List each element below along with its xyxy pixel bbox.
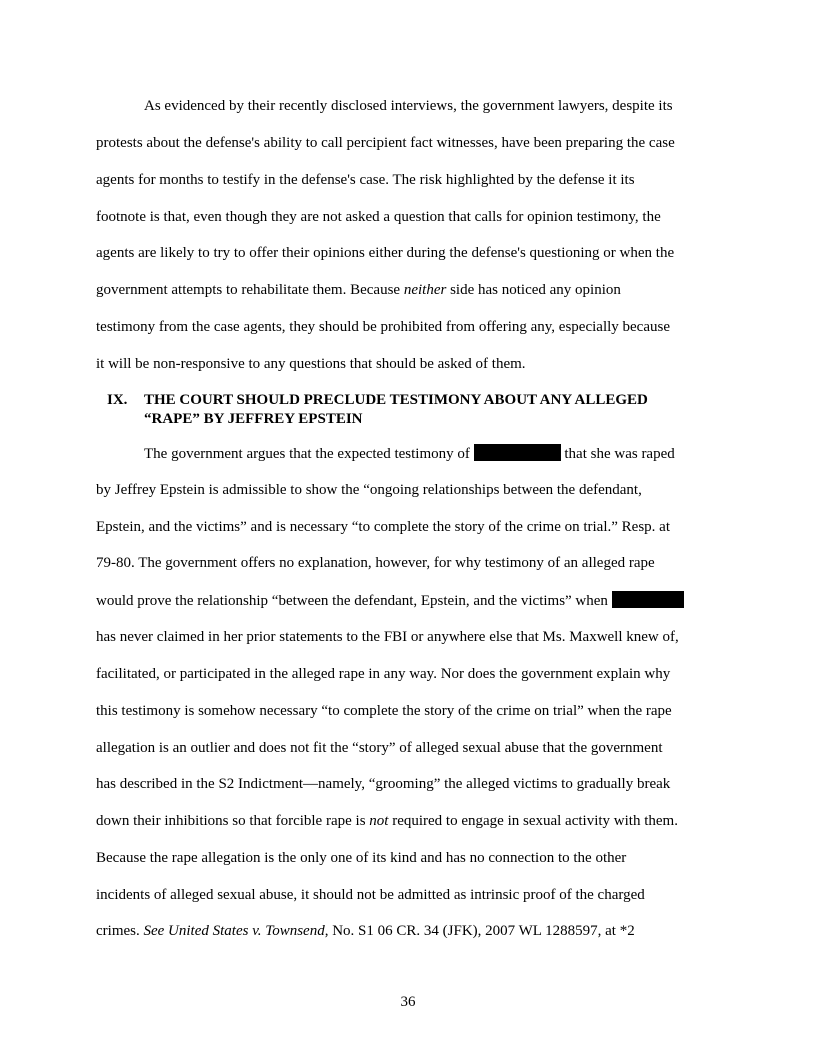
- paragraph-2-line-1: [144, 444, 675, 463]
- paragraph-2-line-10: has described in the S2 Indictment—namely, “grooming” the alleged victims to gradually break: [96, 776, 671, 792]
- paragraph-1-line-1: As evidenced by their recently disclosed interviews, the government lawyers, despite its: [144, 98, 673, 114]
- paragraph-1-line-5: agents are likely to try to offer their opinions either during the defense's questioning or when the: [96, 245, 675, 261]
- paragraph-2-line-14-text-b: , No. S1 06 CR. 34 (JFK), 2007 WL 1288597, at *2: [324, 923, 635, 939]
- paragraph-2-line-14-text-a: crimes.: [96, 923, 144, 939]
- paragraph-1-line-6: [96, 281, 621, 299]
- paragraph-1-line-4: footnote is that, even though they are not asked a question that calls for opinion testimony, the: [96, 209, 661, 225]
- paragraph-1-line-8: it will be non-responsive to any questions that should be asked of them.: [96, 356, 526, 372]
- paragraph-2-line-11: [96, 812, 678, 830]
- section-numeral: IX.: [107, 392, 128, 408]
- paragraph-2-line-11-text-b: required to engage in sexual activity with them.: [388, 813, 678, 829]
- paragraph-2-line-14: [96, 922, 635, 940]
- paragraph-2-line-6: has never claimed in her prior statements to the FBI or anywhere else that Ms. Maxwell knew of,: [96, 629, 679, 645]
- paragraph-2-line-5-text: would prove the relationship “between the defendant, Epstein, and the victims” when: [96, 593, 612, 609]
- case-citation: See United States v. Townsend: [143, 923, 325, 939]
- emphasis-neither: neither: [403, 282, 447, 298]
- section-title-line-1: THE COURT SHOULD PRECLUDE TESTIMONY ABOUT ANY ALLEGED: [144, 392, 648, 408]
- paragraph-2-line-13: incidents of alleged sexual abuse, it should not be admitted as intrinsic proof of the charged: [96, 887, 645, 903]
- redaction-box: [474, 444, 561, 461]
- paragraph-2-line-8: this testimony is somehow necessary “to complete the story of the crime on trial” when the rape: [96, 703, 672, 719]
- paragraph-2-line-3: Epstein, and the victims” and is necessary “to complete the story of the crime on trial.” Resp. at: [96, 519, 670, 535]
- paragraph-1-line-6-text-a: government attempts to rehabilitate them. Because: [96, 282, 404, 298]
- paragraph-2-line-12: Because the rape allegation is the only one of its kind and has no connection to the other: [96, 850, 627, 866]
- paragraph-2-line-4: 79-80. The government offers no explanation, however, for why testimony of an alleged rape: [96, 555, 655, 571]
- paragraph-2-line-7: facilitated, or participated in the alleged rape in any way. Nor does the government explain why: [96, 666, 671, 682]
- paragraph-2-line-9: allegation is an outlier and does not fit the “story” of alleged sexual abuse that the government: [96, 740, 663, 756]
- paragraph-1-line-2: protests about the defense's ability to call percipient fact witnesses, have been preparing the case: [96, 135, 675, 151]
- paragraph-2-line-11-text-a: down their inhibitions so that forcible rape is: [96, 813, 370, 829]
- paragraph-1-line-7: testimony from the case agents, they should be prohibited from offering any, especially because: [96, 319, 670, 335]
- emphasis-not: not: [369, 813, 389, 829]
- paragraph-2-line-1-text-b: that she was raped: [560, 446, 675, 462]
- paragraph-2-line-5: [96, 591, 684, 610]
- paragraph-1-line-3: agents for months to testify in the defense's case. The risk highlighted by the defense it its: [96, 172, 635, 188]
- paragraph-2-line-2: by Jeffrey Epstein is admissible to show the “ongoing relationships between the defendant,: [96, 482, 642, 498]
- section-title-line-2: “RAPE” BY JEFFREY EPSTEIN: [144, 411, 363, 427]
- redaction-box: [612, 591, 684, 608]
- page-number: 36: [400, 994, 416, 1010]
- paragraph-1-line-6-text-b: side has noticed any opinion: [446, 282, 621, 298]
- paragraph-2-line-1-text-a: The government argues that the expected testimony of: [144, 446, 474, 462]
